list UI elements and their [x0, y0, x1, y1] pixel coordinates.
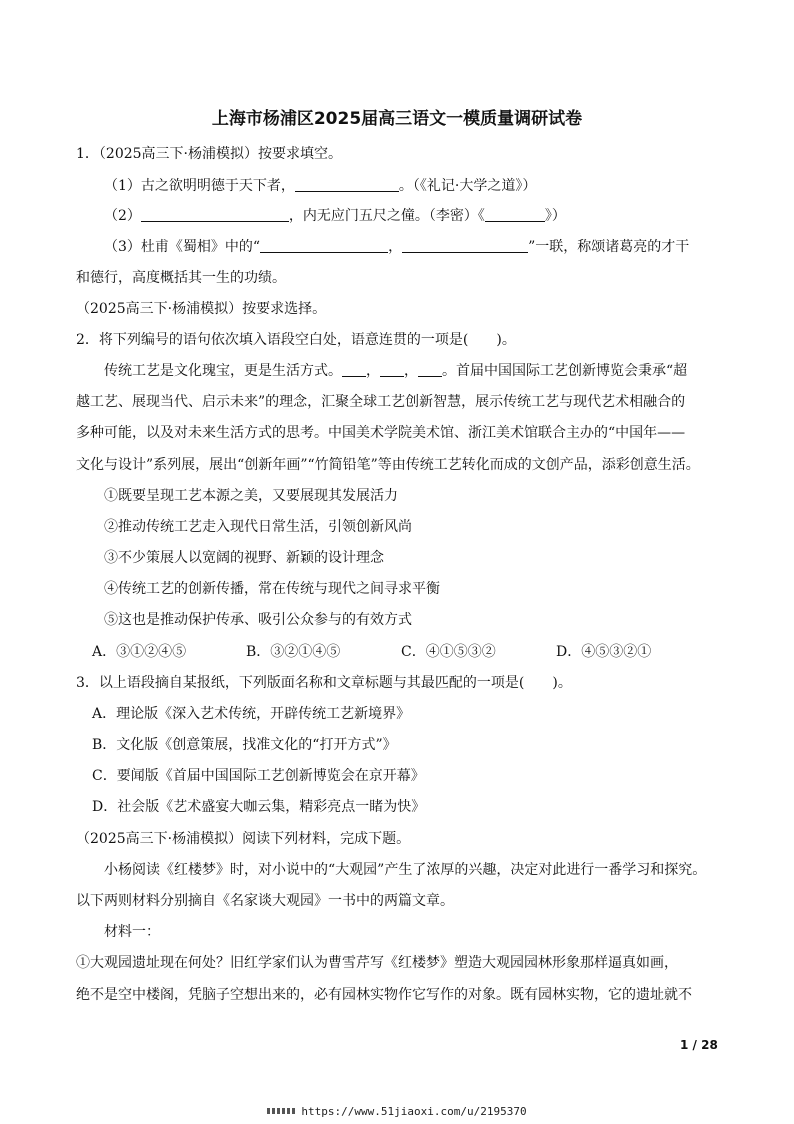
fill-blank[interactable] [418, 362, 442, 377]
q2-option-d[interactable]: D．④⑤③②① [556, 644, 652, 660]
q2-option-a[interactable]: A．③①②④⑤ [92, 644, 187, 660]
q1-line3-text-a: （3）杜甫《蜀相》中的“ [104, 239, 261, 255]
q2-passage-line2: 越工艺、展现当代、启示未来”的理念，汇聚全球工艺创新智慧，展示传统工艺与现代艺术相融合的 [76, 394, 686, 410]
q3-option-b[interactable]: B．文化版《创意策展，找准文化的“打开方式”》 [92, 737, 397, 753]
material-label: 材料一： [104, 924, 160, 940]
q2-item: ④传统工艺的创新传播，常在传统与现代之间寻求平衡 [104, 581, 440, 597]
q2-passage-line1 [104, 361, 687, 381]
q3-option-a[interactable]: A．理论版《深入艺术传统，开辟传统工艺新境界》 [92, 706, 411, 722]
fill-blank[interactable] [485, 207, 545, 222]
q1-line3-text-b: ， [388, 239, 403, 255]
section-note-2: （2025高三下·杨浦模拟）按要求选择。 [76, 301, 327, 317]
q2-passage-sep2: ， [404, 363, 418, 379]
q2-passage-text-b: 。首届中国国际工艺创新博览会秉承“超 [442, 363, 688, 379]
footer-watermark [0, 1105, 794, 1118]
q2-passage-text-a: 传统工艺是文化瑰宝，更是生活方式。 [104, 363, 342, 379]
q2-item: ①既要呈现工艺本源之美，又要展现其发展活力 [104, 488, 398, 504]
q2-item: ⑤这也是推动保护传承、吸引公众参与的有效方式 [104, 612, 412, 628]
footer-url[interactable]: https://www.51jiaoxi.com/u/2195370 [301, 1105, 527, 1118]
q2-head: 2．将下列编号的语句依次填入语段空白处，语意连贯的一项是( )。 [76, 332, 516, 348]
q2-option-b[interactable]: B．③②①④⑤ [246, 644, 341, 660]
q2-item: ③不少策展人以宽阔的视野、新颖的设计理念 [104, 550, 384, 566]
q2-passage-line3: 多种可能，以及对未来生活方式的思考。中国美术学院美术馆、浙江美术馆联合主办的“中国年—— [76, 425, 686, 441]
q1-line2-text-a: （2） [104, 208, 141, 224]
q3-option-c[interactable]: C．要闻版《首届中国国际工艺创新博览会在京开幕》 [92, 768, 425, 784]
page-number: 1 / 28 [680, 1038, 718, 1052]
reading-intro-line1: 小杨阅读《红楼梦》时，对小说中的“大观园”产生了浓厚的兴趣，决定对此进行一番学习和探究。 [104, 862, 707, 878]
q1-line1-text-b: 。（《礼记·大学之道》） [398, 178, 537, 194]
fill-blank[interactable] [402, 238, 528, 253]
material-line2: 绝不是空中楼阁，凭脑子空想出来的，必有园林实物作它写作的对象。既有园林实物，它的遗址就不 [76, 987, 692, 1003]
reading-intro-line2: 以下两则材料分别摘自《名家谈大观园》一书中的两篇文章。 [76, 893, 454, 909]
q2-option-c[interactable]: C．④①⑤③② [401, 644, 496, 660]
fill-blank[interactable] [141, 207, 289, 222]
fill-blank[interactable] [295, 177, 399, 192]
section-note-3: （2025高三下·杨浦模拟）阅读下列材料，完成下题。 [76, 831, 411, 847]
document-title: 上海市杨浦区2025届高三语文一模质量调研试卷 [211, 109, 583, 129]
q1-line4: 和德行，高度概括其一生的功绩。 [76, 270, 286, 286]
material-line1: ①大观园遗址现在何处？旧红学家们认为曹雪芹写《红楼梦》塑造大观园园林形象那样逼真如画， [76, 955, 678, 971]
fill-blank[interactable] [342, 362, 366, 377]
q1-line1-text-a: （1）古之欲明明德于天下者， [104, 178, 295, 194]
q3-head: 3．以上语段摘自某报纸，下列版面名称和文章标题与其最匹配的一项是( )。 [76, 675, 572, 691]
q3-option-d[interactable]: D．社会版《艺术盛宴大咖云集，精彩亮点一睹为快》 [92, 799, 426, 815]
q1-head: 1．（2025高三下·杨浦模拟）按要求填空。 [76, 146, 342, 162]
q1-line2 [104, 206, 566, 226]
fill-blank[interactable] [380, 362, 404, 377]
q2-passage-sep1: ， [366, 363, 380, 379]
site-logo-icon [267, 1108, 295, 1114]
fill-blank[interactable] [260, 238, 388, 253]
q1-line3 [104, 237, 689, 257]
q2-item: ②推动传统工艺走入现代日常生活，引领创新风尚 [104, 519, 412, 535]
q1-line3-text-c: ”一联，称颂诸葛亮的才干 [528, 239, 690, 255]
q2-passage-line4: 文化与设计”系列展，展出“创新年画”“竹简铅笔”等由传统工艺转化而成的文创产品，添彩创意生活。 [76, 457, 700, 473]
q1-line2-text-b: ，内无应门五尺之僮。（李密）《 [288, 208, 485, 224]
q1-line1 [104, 176, 536, 196]
q1-line2-text-c: 》） [544, 208, 566, 224]
